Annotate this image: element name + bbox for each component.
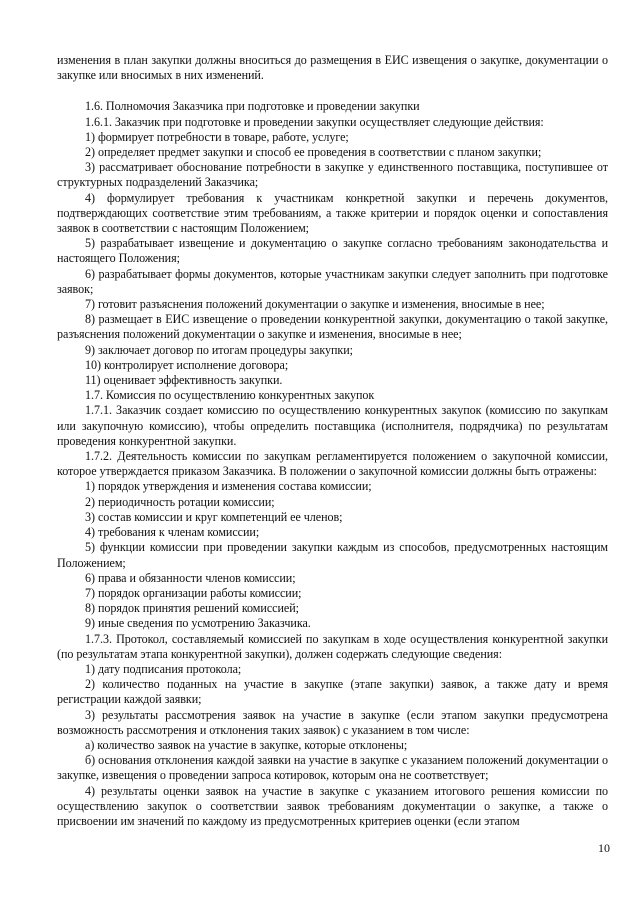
list-item: 10) контролирует исполнение договора; xyxy=(85,357,289,372)
section-heading: 1.6. Полномочия Заказчика при подготовке и проведении закупки xyxy=(85,99,420,114)
list-item: 5) разрабатывает извещение и документацию о закупке согласно требованиям законодательства и настоящего Положения; xyxy=(57,236,608,266)
document-body xyxy=(57,53,608,829)
list-item: 7) порядок организации работы комиссии; xyxy=(85,585,302,600)
list-item: 1) дату подписания протокола; xyxy=(85,661,242,676)
paragraph: изменения в план закупки должны вноситься до размещения в ЕИС извещения о закупке, документации о закупке или вносимых в них изменений. xyxy=(57,53,608,83)
list-item: 4) требования к членам комиссии; xyxy=(85,525,260,540)
list-item: 1) формирует потребности в товаре, работе, услуге; xyxy=(85,129,349,144)
list-item: 2) количество поданных на участие в закупке (этапе закупки) заявок, а также дату и время регистрации каждой заявки; xyxy=(57,677,608,707)
list-item: 4) результаты оценки заявок на участие в закупке с указанием итогового решения комиссии по осуществлению закупок о соответствии заявок требованиям документации о закупке, а также о присвоении им значений по каждому из предусмотренных критериев оценки (если этапом xyxy=(57,783,608,828)
list-item: 11) оценивает эффективность закупки. xyxy=(85,373,283,388)
paragraph: 1.7.2. Деятельность комиссии по закупкам регламентируется положением о закупочной комиссии, которое утверждается приказом Заказчика. В положении о закупочной комиссии должны быть отражены: xyxy=(57,449,608,479)
list-item: 8) порядок принятия решений комиссией; xyxy=(85,601,299,616)
list-item: 9) иные сведения по усмотрению Заказчика. xyxy=(85,616,311,631)
list-item: 3) результаты рассмотрения заявок на участие в закупке (если этапом закупки предусмотрена возможность рассмотрения и отклонения таких заявок) с указанием в том числе: xyxy=(57,707,608,737)
list-item: 1) порядок утверждения и изменения состава комиссии; xyxy=(85,479,372,494)
list-item: а) количество заявок на участие в закупке, которые отклонены; xyxy=(85,737,408,752)
list-item: 8) размещает в ЕИС извещение о проведении конкурентной закупки, документацию о такой закупке, разъяснения положений документации о закупке и изменения, вносимые в нее; xyxy=(57,312,608,342)
list-item: б) основания отклонения каждой заявки на участие в закупке с указанием положений документации о закупке, извещения о проведении запроса котировок, которым она не соответствует; xyxy=(57,753,608,783)
section-heading: 1.7. Комиссия по осуществлению конкурентных закупок xyxy=(85,388,375,403)
page-number: 10 xyxy=(598,841,610,855)
list-item: 9) заключает договор по итогам процедуры закупки; xyxy=(85,342,353,357)
list-item: 3) состав комиссии и круг компетенций ее членов; xyxy=(85,509,343,524)
list-item: 2) периодичность ротации комиссии; xyxy=(85,494,275,509)
paragraph: 1.6.1. Заказчик при подготовке и проведении закупки осуществляет следующие действия: xyxy=(85,114,544,129)
list-item: 7) готовит разъяснения положений документации о закупке и изменения, вносимые в нее; xyxy=(85,297,545,312)
list-item: 3) рассматривает обоснование потребности в закупке у единственного поставщика, поступившее от структурных подразделений Заказчика; xyxy=(57,160,608,190)
list-item: 2) определяет предмет закупки и способ ее проведения в соответствии с планом закупки; xyxy=(85,145,542,160)
paragraph: 1.7.3. Протокол, составляемый комиссией по закупкам в ходе осуществления конкурентной закупки (по результатам этапа конкурентной закупки), должен содержать следующие сведения: xyxy=(57,631,608,661)
list-item: 6) разрабатывает формы документов, которые участникам закупки следует заполнить при подготовке заявок; xyxy=(57,266,608,296)
list-item: 4) формулирует требования к участникам конкретной закупки и перечень документов, подтверждающих соответствие этим требованиям, а также критерии и порядок оценки и сопоставления заявок в соответствии с настоящим Положением; xyxy=(57,190,608,236)
list-item: 5) функции комиссии при проведении закупки каждым из способов, предусмотренных настоящим Положением; xyxy=(57,540,608,570)
list-item: 6) права и обязанности членов комиссии; xyxy=(85,570,296,585)
paragraph: 1.7.1. Заказчик создает комиссию по осуществлению конкурентных закупок (комиссию по закупкам или закупочную комиссию), чтобы определить поставщика (исполнителя, подрядчика) по результатам проведения конкурентной закупки. xyxy=(57,403,608,448)
